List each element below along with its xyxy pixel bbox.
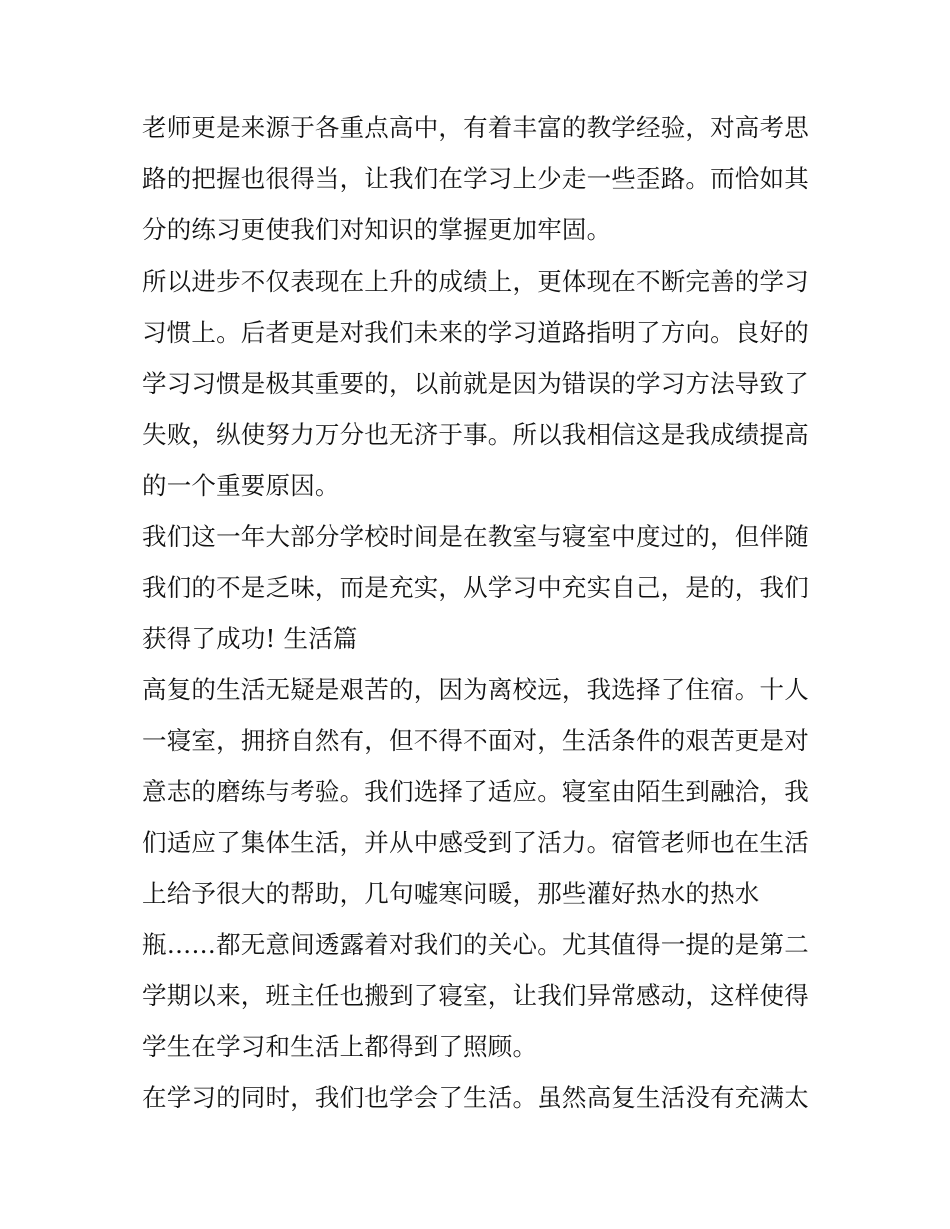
- text-line: 我们这一年大部分学校时间是在教室与寝室中度过的，但伴随: [142, 522, 809, 551]
- text-line: 学生在学习和生活上都得到了照顾。: [142, 1032, 538, 1061]
- text-line: 老师更是来源于各重点高中，有着丰富的教学经验，对高考思: [142, 113, 809, 142]
- text-line: 分的练习更使我们对知识的掌握更加牢固。: [142, 215, 612, 244]
- text-line: 瓶……都无意间透露着对我们的关心。尤其值得一提的是第二: [142, 930, 809, 959]
- text-line: 习惯上。后者更是对我们未来的学习道路指明了方向。良好的: [142, 318, 809, 347]
- text-line: 失败，纵使努力万分也无济于事。所以我相信这是我成绩提高: [142, 420, 809, 449]
- text-line: 高复的生活无疑是艰苦的，因为离校远，我选择了住宿。十人: [142, 675, 809, 704]
- text-line: 所以进步不仅表现在上升的成绩上，更体现在不断完善的学习: [142, 267, 809, 296]
- text-line: 获得了成功! 生活篇: [142, 624, 358, 653]
- text-line: 们适应了集体生活，并从中感受到了活力。宿管老师也在生活: [142, 828, 809, 857]
- text-line: 上给予很大的帮助，几句嘘寒问暖，那些灌好热水的热水: [142, 879, 760, 908]
- text-line: 在学习的同时，我们也学会了生活。虽然高复生活没有充满太: [142, 1083, 809, 1112]
- text-line: 意志的磨练与考验。我们选择了适应。寝室由陌生到融洽，我: [142, 777, 809, 806]
- text-line: 的一个重要原因。: [142, 471, 340, 500]
- text-line: 学期以来，班主任也搬到了寝室，让我们异常感动，这样使得: [142, 981, 809, 1010]
- text-line: 一寝室，拥挤自然有，但不得不面对，生活条件的艰苦更是对: [142, 726, 809, 755]
- text-line: 学习习惯是极其重要的，以前就是因为错误的学习方法导致了: [142, 369, 809, 398]
- text-line: 我们的不是乏味，而是充实，从学习中充实自己，是的，我们: [142, 573, 809, 602]
- text-line: 路的把握也很得当，让我们在学习上少走一些歪路。而恰如其: [142, 164, 809, 193]
